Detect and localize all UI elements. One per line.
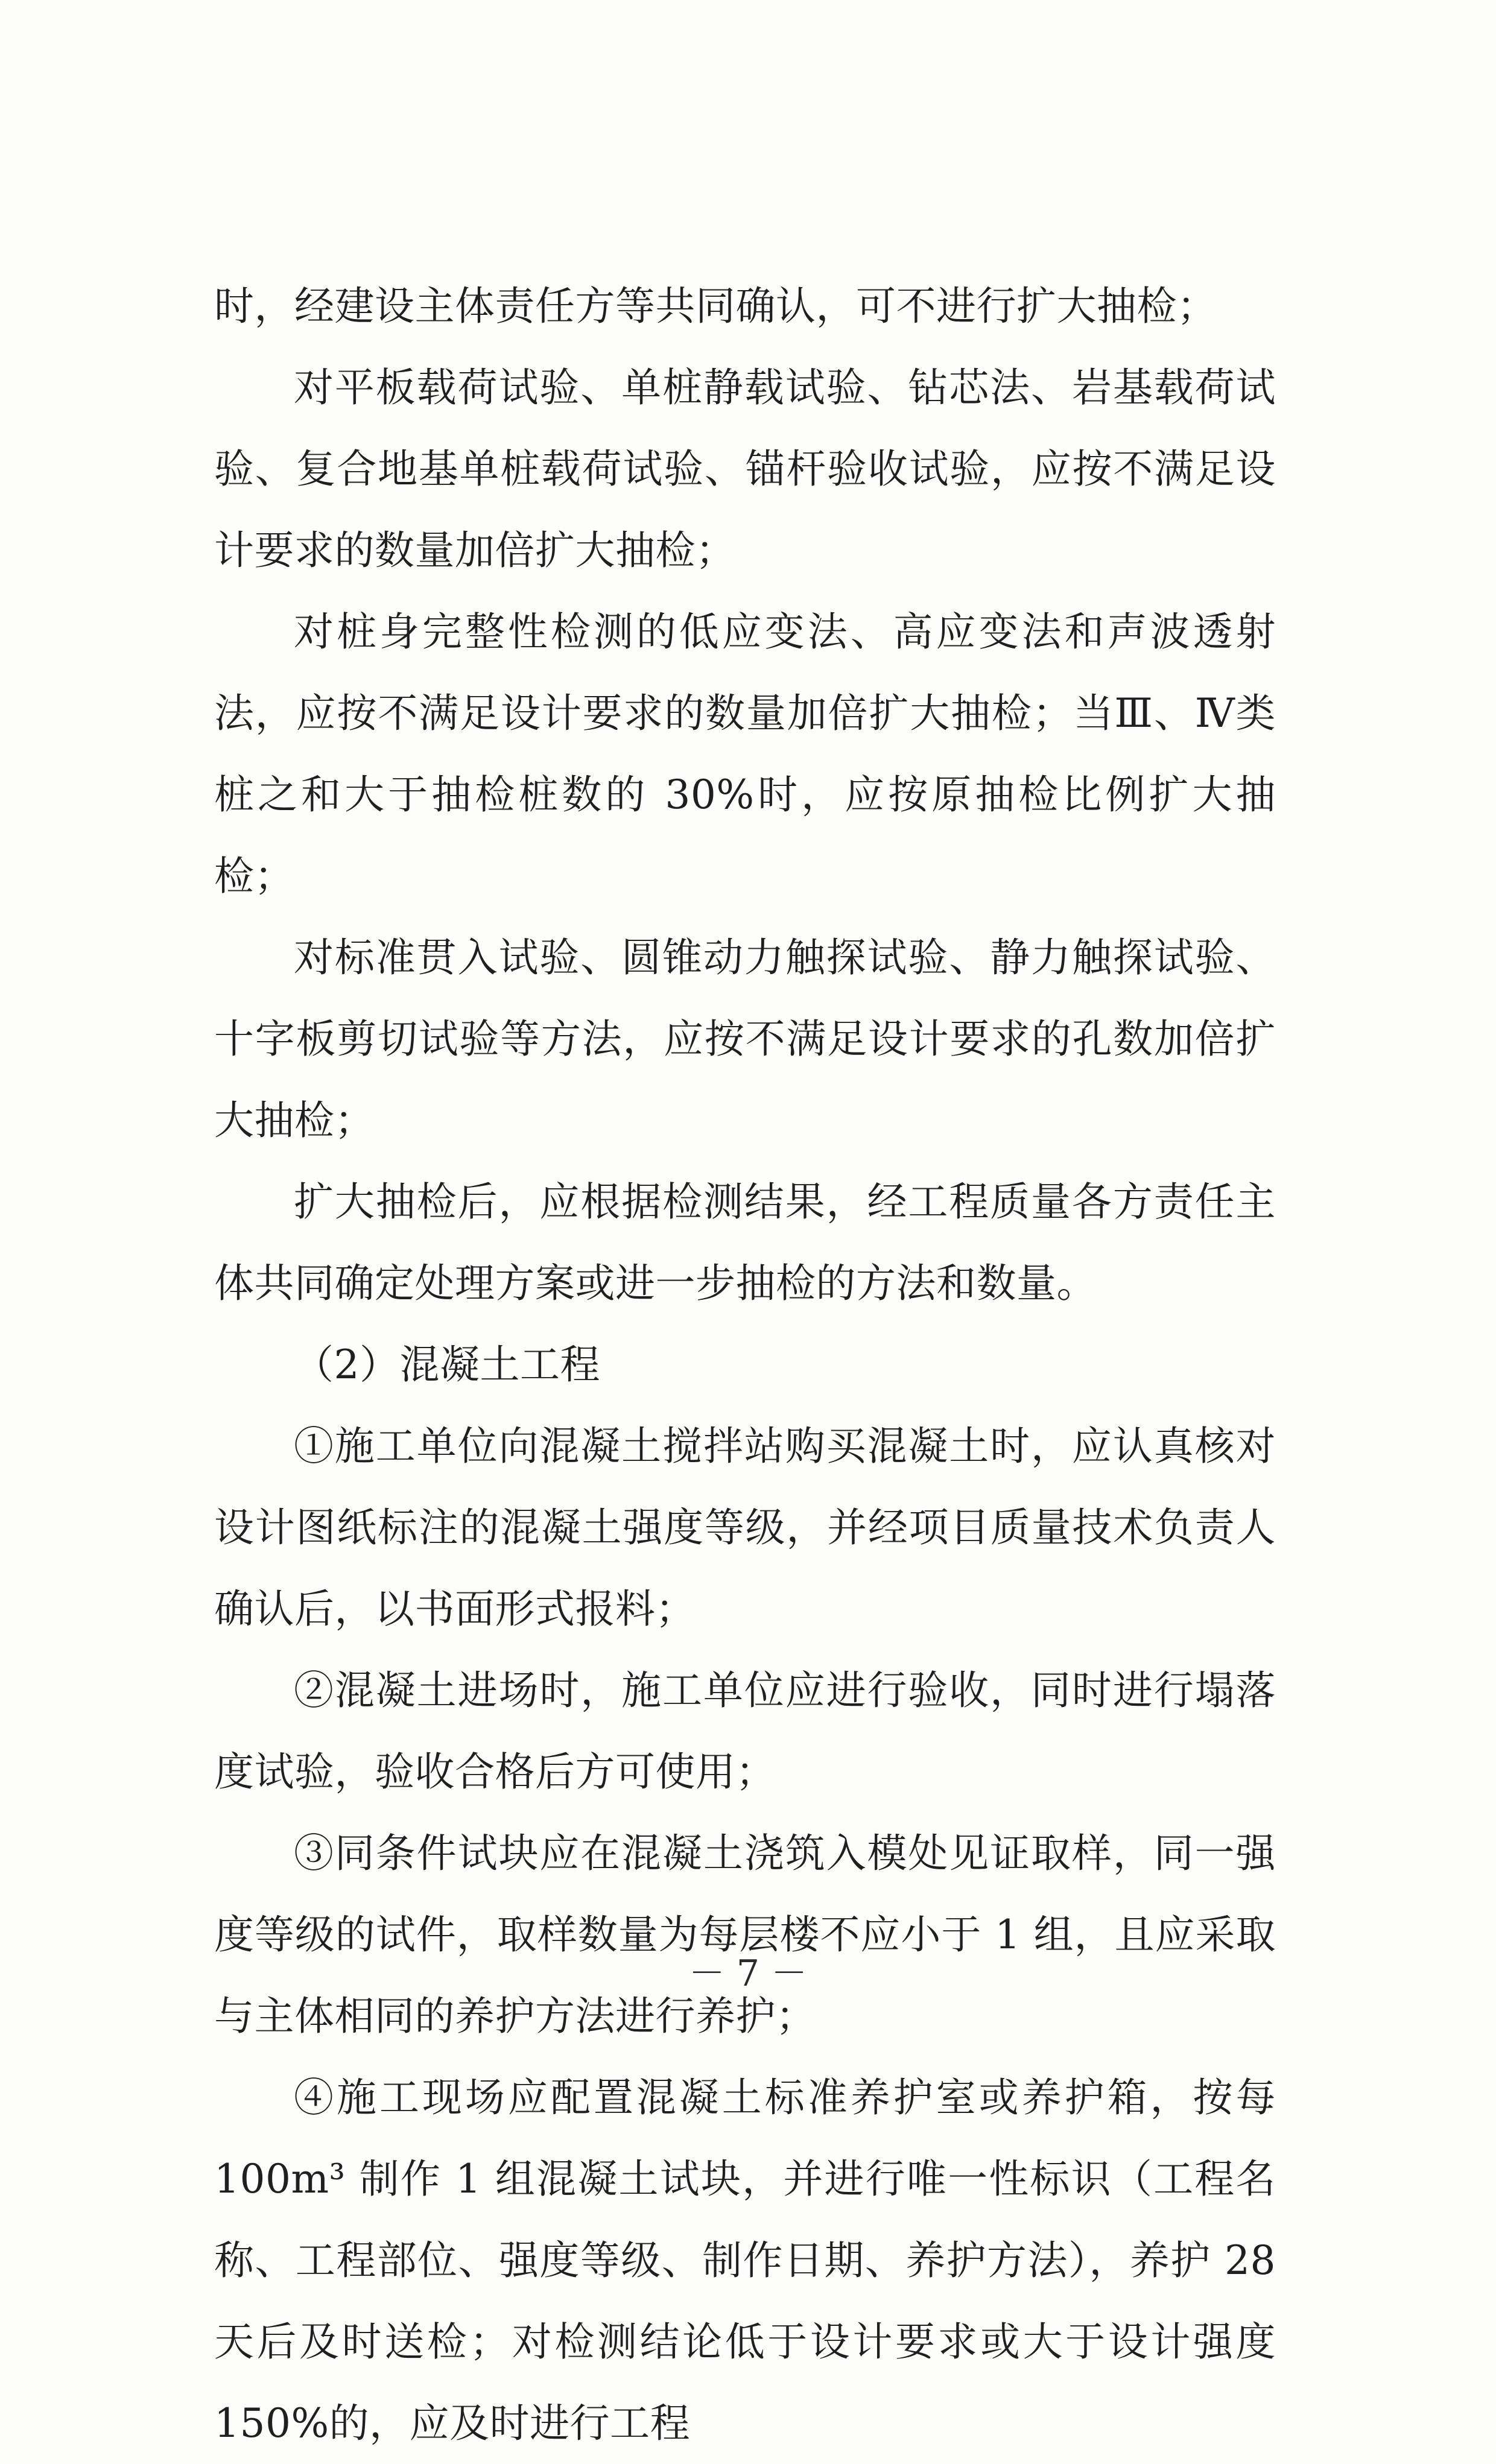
paragraph-load-tests: 对平板载荷试验、单桩静载试验、钻芯法、岩基载荷试验、复合地基单桩载荷试验、锚杆验收试验，应按不满足设计要求的数量加倍扩大抽检；: [214, 364, 1276, 574]
paragraph-continuation: 时，经建设主体责任方等共同确认，可不进行扩大抽检；: [214, 283, 1217, 329]
section-heading-concrete: （2）混凝土工程: [294, 1341, 600, 1388]
paragraph-item-1: ①施工单位向混凝土搅拌站购买混凝土时，应认真核对设计图纸标注的混凝土强度等级，并经项目质量技术负责人确认后，以书面形式报料；: [214, 1423, 1276, 1632]
paragraph-expanded-sampling: 扩大抽检后，应根据检测结果，经工程质量各方责任主体共同确定处理方案或进一步抽检的方法和数量。: [214, 1179, 1276, 1306]
paragraph-item-2: ②混凝土进场时，施工单位应进行验收，同时进行塌落度试验，验收合格后方可使用；: [214, 1667, 1276, 1795]
paragraph-penetration-tests: 对标准贯入试验、圆锥动力触探试验、静力触探试验、十字板剪切试验等方法，应按不满足设计要求的孔数加倍扩大抽检；: [214, 934, 1276, 1144]
paragraph-item-3: ③同条件试块应在混凝土浇筑入模处见证取样，同一强度等级的试件，取样数量为每层楼不应小于 1 组，且应采取与主体相同的养护方法进行养护；: [214, 1830, 1276, 2039]
paragraph-pile-integrity: 对桩身完整性检测的低应变法、高应变法和声波透射法，应按不满足设计要求的数量加倍扩大抽检；当Ⅲ、Ⅳ类桩之和大于抽检桩数的 30%时，应按原抽检比例扩大抽检；: [214, 609, 1276, 899]
paragraph-item-4: ④施工现场应配置混凝土标准养护室或养护箱，按每 100m³ 制作 1 组混凝土试块，并进行唯一性标识（工程名称、工程部位、强度等级、制作日期、养护方法），养护 28 天后及时送检；对检测结论低于设计要求或大于设计强度 150%的，应及时进行工程: [214, 2074, 1276, 2447]
page-number: － 7 －: [688, 1953, 808, 1995]
document-body: [214, 265, 1276, 2464]
